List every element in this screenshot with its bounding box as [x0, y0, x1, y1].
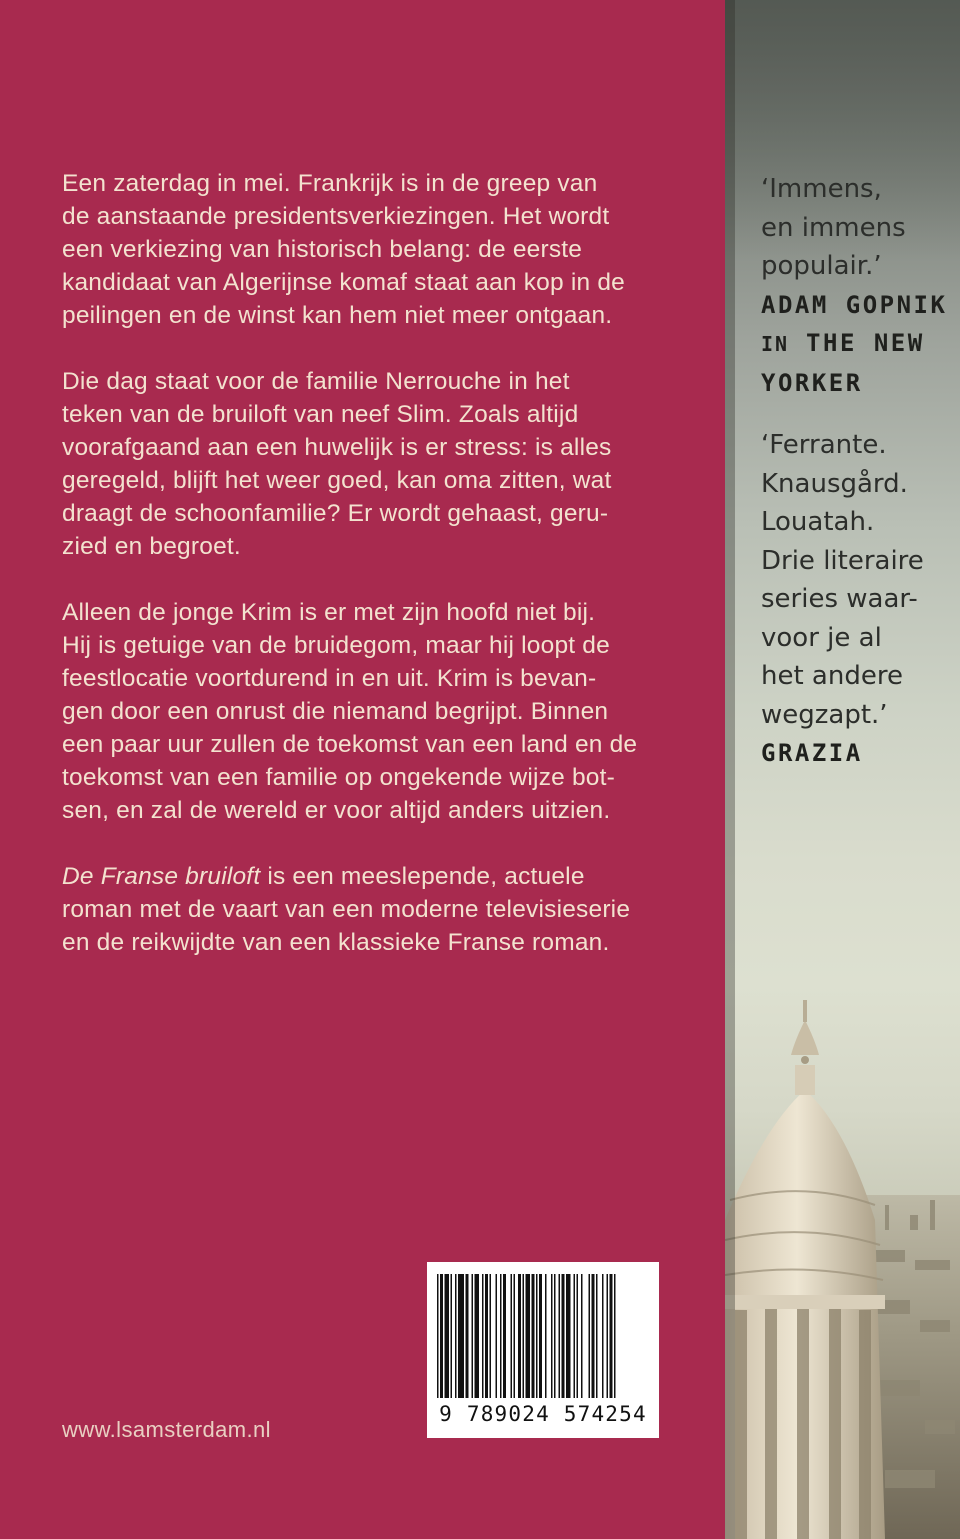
- source-in: IN: [761, 332, 790, 356]
- quote-grazia: [761, 426, 956, 773]
- barcode-bars: [437, 1274, 649, 1402]
- blurb-paragraph-3: [62, 596, 682, 827]
- quote-line: ‘Ferrante.: [761, 430, 887, 460]
- blurb-line: Alleen de jonge Krim is er met zijn hoofd niet bij.: [62, 599, 596, 626]
- source-line: ADAM GOPNIK: [761, 290, 948, 319]
- blurb-text: [62, 167, 682, 959]
- blurb-line: en de reikwijdte van een klassieke Franse roman.: [62, 929, 610, 956]
- quote-text: [761, 170, 956, 286]
- blurb-line: geregeld, blijft het weer goed, kan oma zitten, wat: [62, 467, 612, 494]
- blurb-line: teken van de bruiloft van neef Slim. Zoals altijd: [62, 401, 579, 428]
- blurb-line: toekomst van een familie op ongekende wijze bot-: [62, 764, 616, 791]
- source-line: YORKER: [761, 368, 863, 397]
- source-line: GRAZIA: [761, 739, 863, 767]
- blurb-line: gen door een onrust die niemand begrijpt. Binnen: [62, 698, 609, 725]
- blurb-line: sen, en zal de wereld er voor altijd anders uitzien.: [62, 797, 611, 824]
- quote-line: voor je al: [761, 622, 882, 653]
- blurb-line: feestlocatie voortdurend in en uit. Krim is bevan-: [62, 665, 597, 692]
- blurb-line: peilingen en de winst kan hem niet meer ontgaan.: [62, 302, 613, 329]
- quote-line: populair.’: [761, 251, 882, 281]
- blurb-paragraph-4: [62, 860, 682, 959]
- quote-line: Knausgård.: [761, 468, 908, 499]
- quote-source: [761, 286, 956, 403]
- quote-line: Louatah.: [761, 507, 875, 537]
- blurb-line: Die dag staat voor de familie Nerrouche in het: [62, 368, 570, 395]
- book-title-italic: De Franse bruiloft: [62, 863, 261, 890]
- quote-line: series waar-: [761, 584, 918, 614]
- review-quotes: [761, 170, 956, 773]
- blurb-line: zied en begroet.: [62, 533, 241, 560]
- blurb-line: een verkiezing van historisch belang: de eerste: [62, 236, 583, 263]
- blurb-line: voorafgaand aan een huwelijk is er stress: is alles: [62, 434, 612, 461]
- blurb-line: [62, 860, 682, 893]
- isbn-barcode: [427, 1262, 659, 1438]
- quote-line: het andere: [761, 661, 903, 691]
- quote-source: [761, 734, 956, 773]
- quote-text: [761, 426, 956, 734]
- blurb-line: roman met de vaart van een moderne televisieserie: [62, 896, 631, 923]
- quote-gopnik: [761, 170, 956, 402]
- publisher-website: www.lsamsterdam.nl: [62, 1417, 271, 1442]
- quote-line: en immens: [761, 212, 906, 243]
- blurb-paragraph-2: [62, 365, 682, 563]
- source-fragment: THE NEW: [789, 329, 925, 357]
- source-line: [761, 324, 956, 364]
- quote-line: Drie literaire: [761, 545, 924, 576]
- quote-line: ‘Immens,: [761, 174, 882, 204]
- blurb-line: kandidaat van Algerijnse komaf staat aan kop in de: [62, 269, 625, 296]
- blurb-line: de aanstaande presidentsverkiezingen. Het wordt: [62, 203, 610, 230]
- blurb-text-fragment: is een meeslepende, actuele: [260, 863, 585, 890]
- blurb-line: een paar uur zullen de toekomst van een land en de: [62, 731, 638, 758]
- quote-line: wegzapt.’: [761, 699, 888, 730]
- blurb-paragraph-1: [62, 167, 682, 332]
- cover-photo-strip: [725, 0, 960, 1539]
- isbn-number: 9 789024 574254: [439, 1402, 647, 1426]
- blurb-line: draagt de schoonfamilie? Er wordt gehaast, geru-: [62, 500, 609, 527]
- blurb-line: Een zaterdag in mei. Frankrijk is in de greep van: [62, 170, 598, 197]
- blurb-line: Hij is getuige van de bruidegom, maar hij loopt de: [62, 632, 610, 659]
